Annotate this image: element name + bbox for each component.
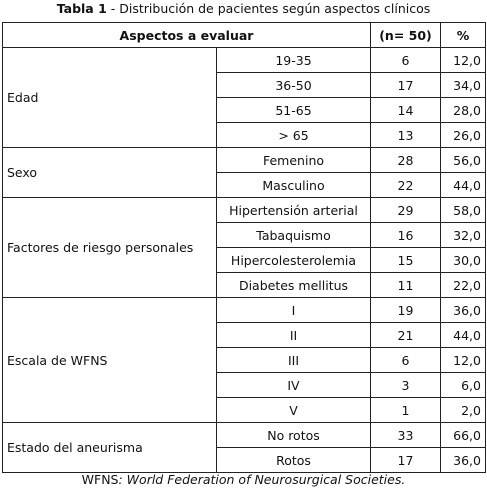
footnote	[0, 472, 487, 487]
group-label: Sexo	[3, 148, 217, 198]
table-row	[3, 423, 486, 448]
patients-table	[2, 22, 486, 473]
table-row	[3, 48, 486, 73]
count-cell: 1	[371, 398, 441, 423]
subcategory-cell: Hipercolesterolemia	[217, 248, 371, 273]
count-cell: 22	[371, 173, 441, 198]
group-label: Estado del aneurisma	[3, 423, 217, 473]
count-cell: 33	[371, 423, 441, 448]
table-row	[3, 148, 486, 173]
caption-label: Tabla 1	[56, 1, 107, 16]
header-row	[3, 23, 486, 48]
group-label: Factores de riesgo personales	[3, 198, 217, 298]
percent-cell: 44,0	[441, 323, 486, 348]
percent-cell: 2,0	[441, 398, 486, 423]
percent-cell: 26,0	[441, 123, 486, 148]
table-caption	[0, 0, 487, 18]
count-cell: 15	[371, 248, 441, 273]
footnote-text: : World Federation of Neurosurgical Societies.	[118, 472, 406, 487]
count-cell: 29	[371, 198, 441, 223]
percent-cell: 66,0	[441, 423, 486, 448]
table-row	[3, 198, 486, 223]
header-n: (n= 50)	[371, 23, 441, 48]
subcategory-cell: Tabaquismo	[217, 223, 371, 248]
subcategory-cell: 36-50	[217, 73, 371, 98]
footnote-abbr: WFNS	[81, 472, 119, 487]
subcategory-cell: IV	[217, 373, 371, 398]
subcategory-cell: Masculino	[217, 173, 371, 198]
subcategory-cell: Hipertensión arterial	[217, 198, 371, 223]
percent-cell: 34,0	[441, 73, 486, 98]
caption-text: - Distribución de pacientes según aspectos clínicos	[106, 1, 431, 16]
subcategory-cell: II	[217, 323, 371, 348]
count-cell: 28	[371, 148, 441, 173]
percent-cell: 44,0	[441, 173, 486, 198]
header-aspectos: Aspectos a evaluar	[3, 23, 371, 48]
percent-cell: 36,0	[441, 448, 486, 473]
percent-cell: 32,0	[441, 223, 486, 248]
count-cell: 14	[371, 98, 441, 123]
count-cell: 16	[371, 223, 441, 248]
count-cell: 11	[371, 273, 441, 298]
count-cell: 13	[371, 123, 441, 148]
count-cell: 19	[371, 298, 441, 323]
count-cell: 6	[371, 48, 441, 73]
subcategory-cell: III	[217, 348, 371, 373]
percent-cell: 56,0	[441, 148, 486, 173]
subcategory-cell: No rotos	[217, 423, 371, 448]
table-body	[3, 48, 486, 473]
subcategory-cell: 19-35	[217, 48, 371, 73]
count-cell: 3	[371, 373, 441, 398]
count-cell: 21	[371, 323, 441, 348]
group-label: Escala de WFNS	[3, 298, 217, 423]
count-cell: 17	[371, 448, 441, 473]
percent-cell: 22,0	[441, 273, 486, 298]
group-label: Edad	[3, 48, 217, 148]
table-row	[3, 298, 486, 323]
header-pct: %	[441, 23, 486, 48]
count-cell: 6	[371, 348, 441, 373]
subcategory-cell: Diabetes mellitus	[217, 273, 371, 298]
subcategory-cell: Rotos	[217, 448, 371, 473]
percent-cell: 6,0	[441, 373, 486, 398]
percent-cell: 30,0	[441, 248, 486, 273]
percent-cell: 36,0	[441, 298, 486, 323]
subcategory-cell: 51-65	[217, 98, 371, 123]
percent-cell: 58,0	[441, 198, 486, 223]
count-cell: 17	[371, 73, 441, 98]
subcategory-cell: > 65	[217, 123, 371, 148]
percent-cell: 12,0	[441, 348, 486, 373]
subcategory-cell: I	[217, 298, 371, 323]
subcategory-cell: V	[217, 398, 371, 423]
percent-cell: 28,0	[441, 98, 486, 123]
subcategory-cell: Femenino	[217, 148, 371, 173]
percent-cell: 12,0	[441, 48, 486, 73]
